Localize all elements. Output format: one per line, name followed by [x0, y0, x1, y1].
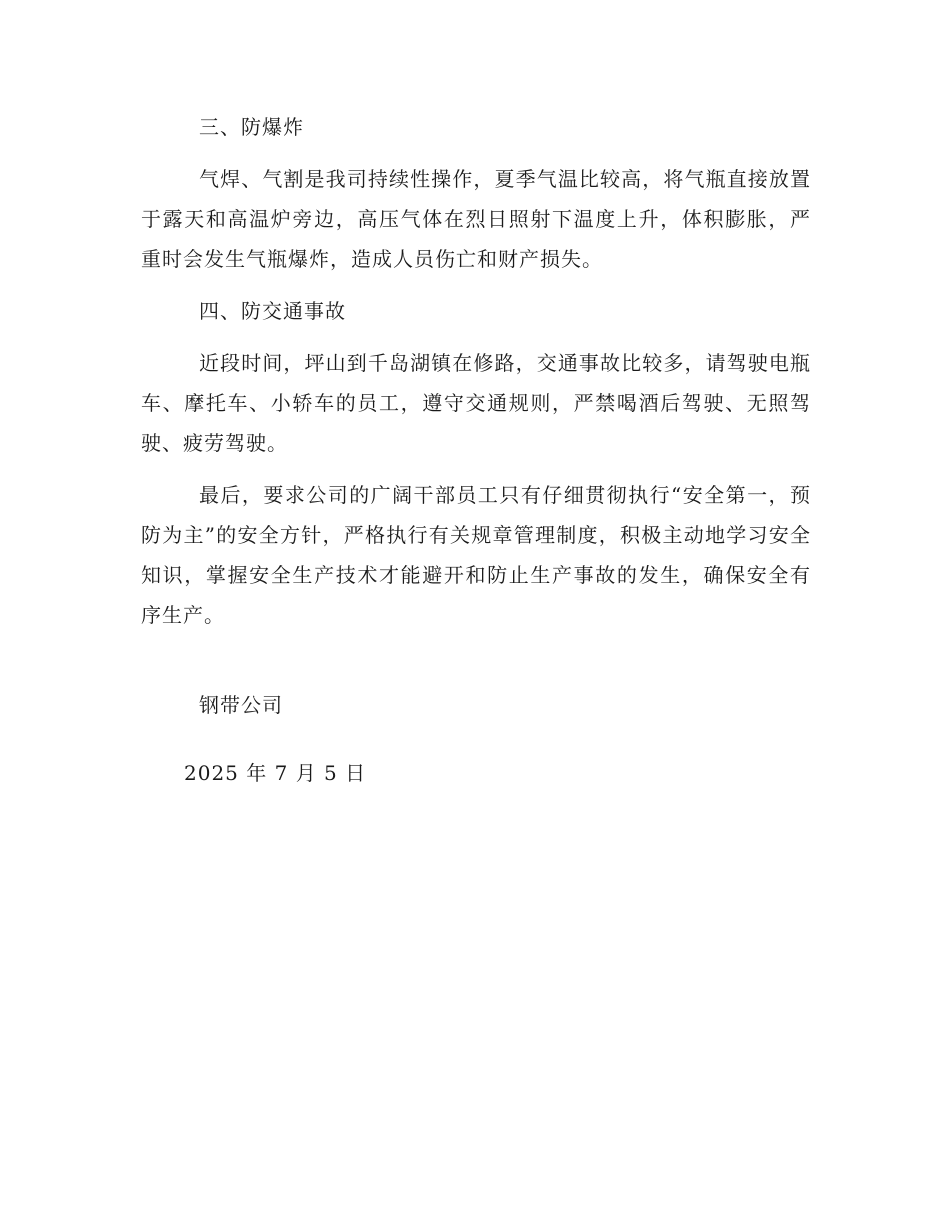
section-paragraph-explosion: 气焊、气割是我司持续性操作，夏季气温比较高，将气瓶直接放置于露天和高温炉旁边，高压气体在烈日照射下温度上升，体积膨胀，严重时会发生气瓶爆炸，造成人员伤亡和财产损失。 — [141, 167, 811, 271]
document-body — [141, 107, 811, 793]
section-heading-traffic: 四、防交通事故 — [199, 299, 346, 323]
spacer — [141, 647, 811, 685]
closing-paragraph: 最后，要求公司的广阔干部员工只有仔细贯彻执行“安全第一，预防为主”的安全方针，严格执行有关规章管理制度，积极主动地学习安全知识，掌握安全生产技术才能避开和防止生产事故的发生，确保安全有序生产。 — [141, 483, 811, 627]
section-paragraph-traffic: 近段时间，坪山到千岛湖镇在修路，交通事故比较多，请驾驶电瓶车、摩托车、小轿车的员工，遵守交通规则，严禁喝酒后驾驶、无照驾驶、疲劳驾驶。 — [141, 351, 811, 455]
section-heading-explosion: 三、防爆炸 — [199, 115, 304, 139]
signature-company: 钢带公司 — [199, 693, 283, 717]
signature-date: 2025 年 7 月 5 日 — [184, 761, 367, 785]
